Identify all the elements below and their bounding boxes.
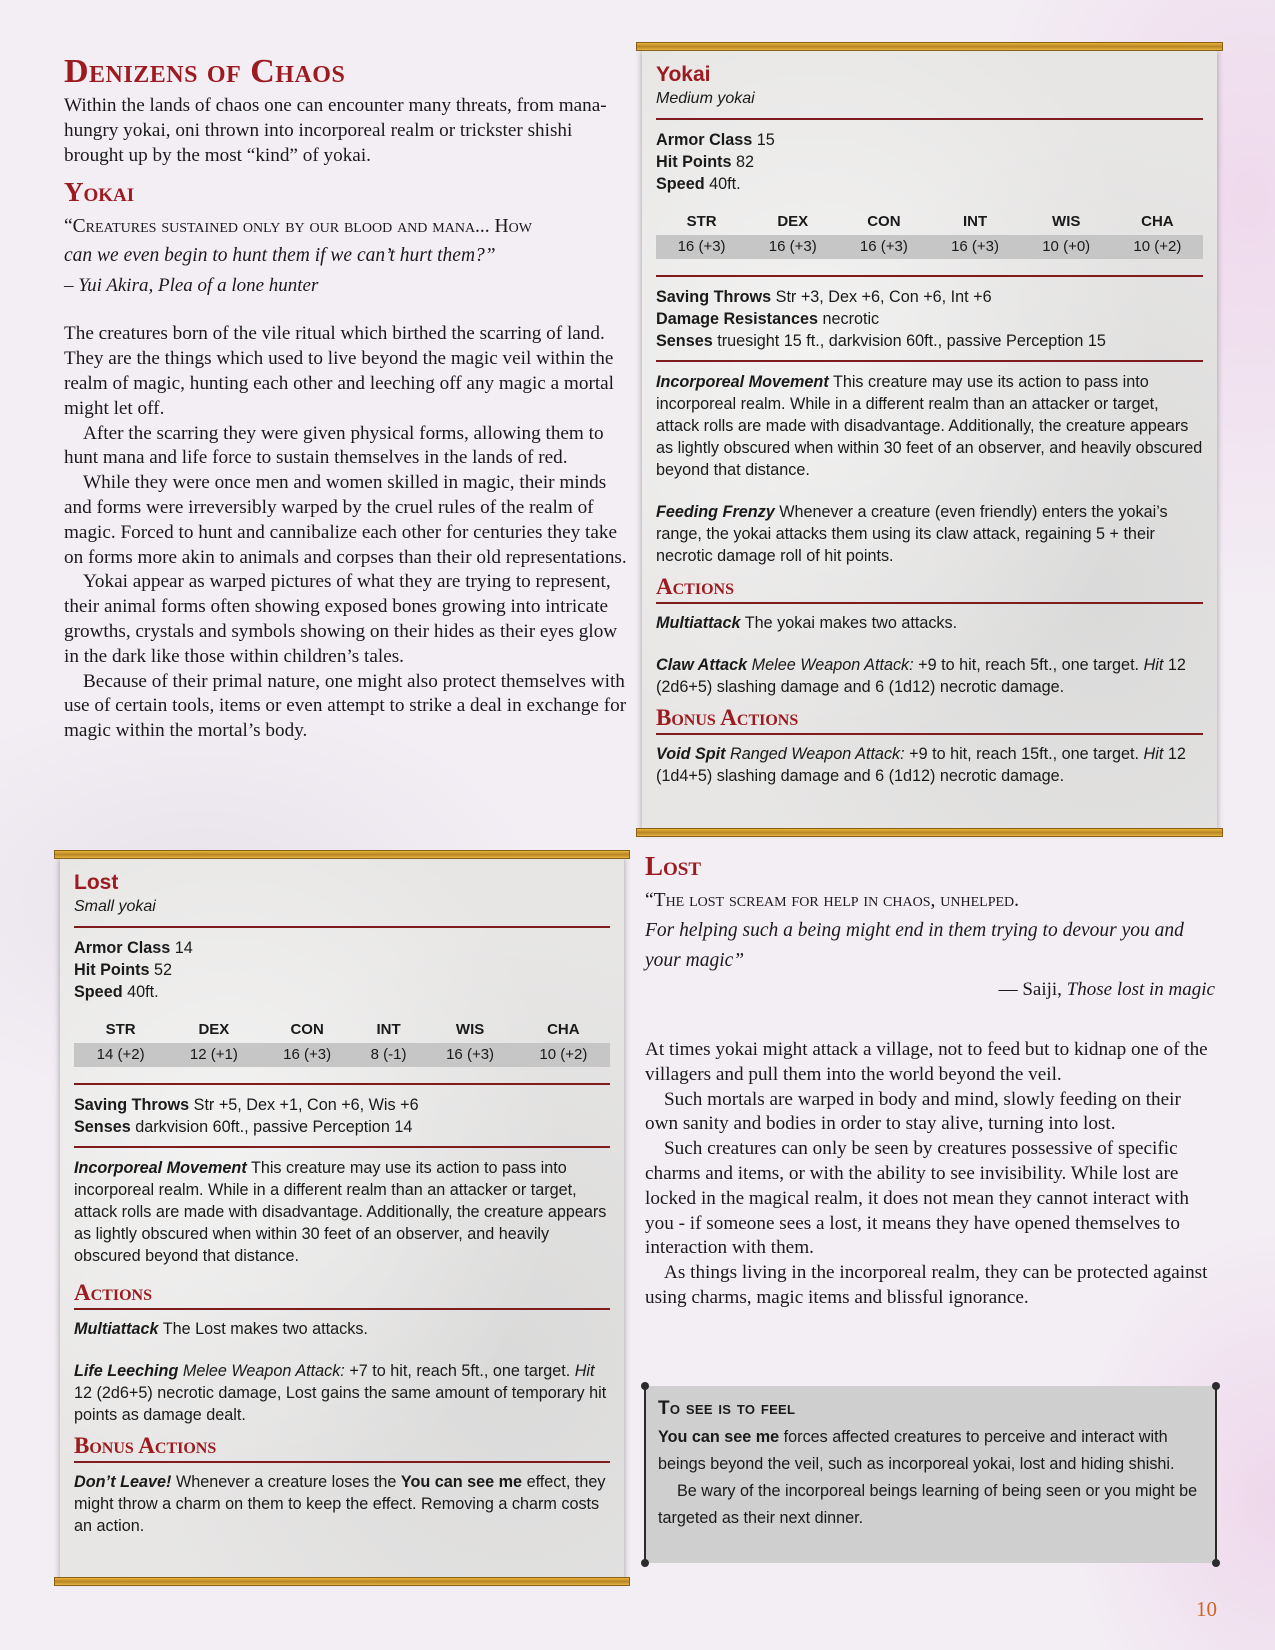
ability-value: 8 (-1) — [354, 1043, 424, 1067]
ability-value: 16 (+3) — [261, 1043, 354, 1067]
note-box — [644, 1386, 1217, 1563]
ability-name: WIS — [455, 1021, 485, 1038]
stat-block-type: Medium yokai — [656, 90, 755, 107]
lost-paragraph: As things living in the incorporeal realm, they can be protected against using charms, magic items and blissful ignorance. — [645, 1262, 1208, 1308]
speed: Speed 40ft. — [656, 175, 741, 193]
lost-section — [645, 850, 1215, 1311]
intro-paragraph: Within the lands of chaos one can encounter many threats, from mana-hungry yokai, oni thrown into incorporeal realm or trickster shishi brought up by the most “kind” of yokai. — [64, 95, 607, 166]
page-number: 10 — [1196, 1597, 1217, 1621]
stat-block-divider — [656, 360, 1203, 362]
stat-block-name: Lost — [74, 871, 119, 894]
ability-value: 16 (+3) — [929, 235, 1020, 259]
armor-class: Armor Class 14 — [74, 939, 193, 957]
ability-name: STR — [686, 213, 717, 230]
left-column — [64, 52, 634, 744]
section-heading-yokai: Yokai — [64, 177, 135, 208]
ability-name: CON — [290, 1021, 324, 1038]
ability-value: 16 (+3) — [423, 1043, 516, 1067]
armor-class: Armor Class 15 — [656, 131, 775, 149]
yokai-paragraph: While they were once men and women skilled in magic, their minds and forms were irreversibly warped by the cruel rules of the realm of magic. Forced to hunt and cannibalize each other for centuries they take on forms more akin to animals and corpses than their old representations. — [64, 472, 627, 568]
saving-throws: Saving Throws Str +5, Dex +1, Con +6, Wis +6 — [74, 1096, 419, 1114]
ability-name: INT — [376, 1021, 401, 1038]
yokai-paragraph: Because of their primal nature, one might also protect themselves with use of certain tools, items or even attempt to strike a deal in exchange for magic within the mortal’s body. — [64, 670, 627, 742]
ability-name: WIS — [1052, 213, 1081, 230]
ability-value: 14 (+2) — [74, 1043, 167, 1067]
ability-value: 12 (+1) — [167, 1043, 260, 1067]
trait-feeding-frenzy: Feeding Frenzy Whenever a creature (even friendly) enters the yokai’s range, the yokai attacks them using its claw attack, regaining 5 + their necrotic damage roll of hit points. — [656, 503, 1168, 565]
lost-quote-line1: “The lost scream for help in chaos, unhelped. — [645, 890, 1020, 911]
actions-rule — [74, 1308, 610, 1310]
ability-value: 10 (+2) — [517, 1043, 610, 1067]
note-paragraph: Be wary of the incorporeal beings learning of being seen or you might be targeted as their next dinner. — [658, 1482, 1198, 1527]
yokai-quote-line1: “Creatures sustained only by our blood and mana... How — [64, 216, 532, 238]
stat-block-divider — [656, 118, 1203, 120]
yokai-paragraph: The creatures born of the vile ritual which birthed the scarring of land. They are the things which used to live beyond the magic veil within the realm of magic, hunting each other and leeching off any magic a mortal might let off. — [64, 323, 615, 419]
ability-name: CON — [867, 213, 901, 230]
stat-block-name: Yokai — [656, 63, 711, 86]
section-heading-lost: Lost — [645, 851, 702, 881]
action-life-leeching: Life Leeching Melee Weapon Attack: +7 to hit, reach 5ft., one target. Hit 12 (2d6+5) necrotic damage, Lost gains the same amount of temporary hit points as damage dealt. — [74, 1362, 607, 1424]
ability-scores-table — [74, 1017, 610, 1067]
actions-heading: Actions — [74, 1280, 152, 1305]
speed: Speed 40ft. — [74, 983, 159, 1001]
bonus-dont-leave: Don’t Leave! Whenever a creature loses the You can see me effect, they might throw a charm on them to keep the effect. Removing a charm costs an action. — [74, 1473, 606, 1535]
yokai-stat-block — [642, 48, 1217, 831]
ability-name: CHA — [547, 1021, 580, 1038]
stat-block-top-bar — [636, 42, 1223, 51]
lost-paragraph: Such mortals are warped in body and mind, slowly feeding on their own sanity and bodies in order to stay alive, turning into lost. — [645, 1088, 1181, 1135]
yokai-paragraph: After the scarring they were given physical forms, allowing them to hunt mana and life force to sustain themselves in the lands of red. — [64, 422, 604, 469]
yokai-quote — [64, 212, 634, 270]
actions-rule — [656, 602, 1203, 604]
stat-block-type: Small yokai — [74, 898, 156, 915]
ability-value: 16 (+3) — [656, 235, 747, 259]
lost-paragraph: Such creatures can only be seen by creatures possessive of specific charms and items, or with the ability to see invisibility. While lost are locked in the magical realm, it does not mean they cannot interact with you - if someone sees a lost, it means they have opened themselves to interaction with them. — [645, 1138, 1189, 1259]
stat-block-bottom-bar — [54, 1577, 630, 1586]
yokai-quote-attribution: – Yui Akira, Plea of a lone hunter — [64, 275, 319, 297]
action-multiattack: Multiattack The Lost makes two attacks. — [74, 1320, 368, 1338]
ability-scores-table — [656, 209, 1203, 259]
hit-points: Hit Points 82 — [656, 153, 755, 171]
lost-quote-attribution: — Saiji, Those lost in magic — [998, 979, 1215, 1000]
ability-name: DEX — [198, 1021, 230, 1038]
trait-incorporeal-movement: Incorporeal Movement This creature may use its action to pass into incorporeal realm. While in a different realm than an attacker or target, attack rolls are made with disadvantage. Additionally, the creature appears as lightly obscured when within 30 feet of an observer, and heavily obscured beyond that distance. — [656, 373, 1203, 479]
trait-incorporeal-movement: Incorporeal Movement This creature may use its action to pass into incorporeal realm. While in a different realm than an attacker or target, attack rolls are made with disadvantage. Additionally, the creature appears as lightly obscured when within 30 feet of an observer, and heavily obscured beyond that distance. — [74, 1159, 607, 1265]
actions-heading: Actions — [656, 574, 734, 599]
stat-block-divider — [74, 926, 610, 928]
ability-value: 10 (+2) — [1112, 235, 1203, 259]
note-title: To see is to feel — [658, 1398, 796, 1419]
lost-paragraph: At times yokai might attack a village, not to feed but to kidnap one of the villagers and pull them into the world beyond the veil. — [645, 1039, 1208, 1085]
note-corner — [1212, 1382, 1220, 1390]
bonus-actions-rule — [74, 1461, 610, 1463]
senses: Senses truesight 15 ft., darkvision 60ft., passive Perception 15 — [656, 332, 1106, 350]
bonus-void-spit: Void Spit Ranged Weapon Attack: +9 to hit, reach 15ft., one target. Hit 12 (1d4+5) slashing damage and 6 (1d12) necrotic damage. — [656, 745, 1186, 785]
note-corner — [1212, 1559, 1220, 1567]
stat-block-divider — [656, 275, 1203, 277]
stat-block-top-bar — [54, 850, 630, 859]
ability-name: DEX — [777, 213, 809, 230]
page-title: Denizens of Chaos — [64, 53, 346, 90]
action-claw-attack: Claw Attack Melee Weapon Attack: +9 to hit, reach 5ft., one target. Hit 12 (2d6+5) slashing damage and 6 (1d12) necrotic damage. — [656, 656, 1186, 696]
senses: Senses darkvision 60ft., passive Perception 14 — [74, 1118, 413, 1136]
stat-block-divider — [74, 1146, 610, 1148]
damage-resistances: Damage Resistances necrotic — [656, 310, 880, 328]
bonus-actions-rule — [656, 733, 1203, 735]
hit-points: Hit Points 52 — [74, 961, 173, 979]
lost-quote-line2: For helping such a being might end in them trying to devour you and your magic” — [645, 920, 1184, 971]
saving-throws: Saving Throws Str +3, Dex +6, Con +6, Int +6 — [656, 288, 992, 306]
ability-value: 10 (+0) — [1021, 235, 1112, 259]
ability-name: STR — [105, 1021, 136, 1038]
stat-block-bottom-bar — [636, 828, 1223, 837]
bonus-actions-heading: Bonus Actions — [74, 1433, 217, 1458]
bonus-actions-heading: Bonus Actions — [656, 705, 799, 730]
action-multiattack: Multiattack The yokai makes two attacks. — [656, 614, 958, 632]
lost-quote — [645, 886, 1215, 976]
stat-block-divider — [74, 1083, 610, 1085]
ability-name: INT — [962, 213, 988, 230]
ability-value: 16 (+3) — [838, 235, 929, 259]
yokai-paragraph: Yokai appear as warped pictures of what they are trying to represent, their animal forms often showing exposed bones growing into intricate growths, crystals and symbols showing on their hides as their eyes glow in the dark like those within children’s tales. — [64, 571, 618, 667]
note-paragraph: You can see me forces affected creatures to perceive and interact with beings beyond the veil, such as incorporeal yokai, lost and hiding shishi. — [658, 1428, 1175, 1473]
yokai-quote-line2: can we even begin to hunt them if we can’t hurt them?” — [64, 245, 496, 267]
ability-name: CHA — [1141, 213, 1174, 230]
ability-value: 16 (+3) — [747, 235, 838, 259]
lost-stat-block — [60, 856, 624, 1580]
